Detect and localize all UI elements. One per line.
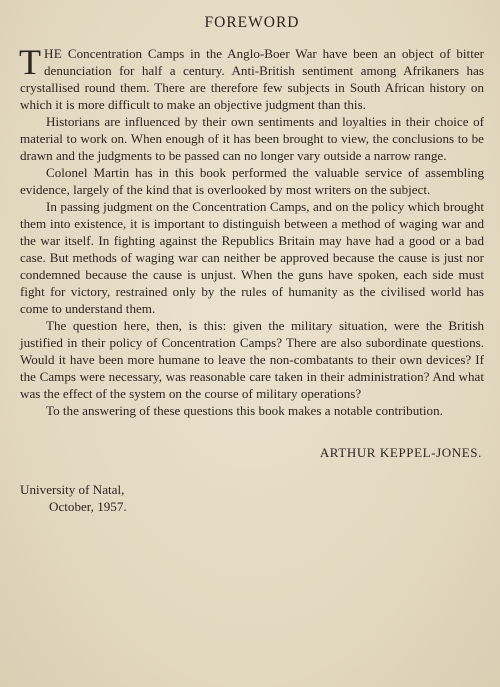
paragraph-2: Historians are influenced by their own sentiments and loyalties in their choice of material to work on. When enough of it has been brought to view, the conclusions to be drawn and the judgments to be passed can no longer vary outside a narrow range.	[20, 114, 484, 163]
paragraph-5: The question here, then, is this: given the military situation, were the British justified in their policy of Concentration Camps? There are also subordinate questions. Would it have been more humane to leave the non-combatants to their own devices? If the Camps were necessary, was reasonable care taken in their administration? And what was the effect of the system on the course of military operations?	[20, 318, 484, 401]
place-date	[20, 481, 484, 515]
paragraph-1-text: Concentration Camps in the Anglo-Boer War have been an object of bitter denunciation for half a century. Anti-British sentiment among Afrikaners has crystallised round them. There are therefore few subjects in South African history on which it is more difficult to make an objective judgment than this.	[20, 46, 484, 112]
date: October, 1957.	[49, 499, 127, 514]
author-signature: ARTHUR KEPPEL-JONES.	[319, 445, 482, 460]
institution: University of Natal,	[20, 482, 125, 497]
paragraph-4: In passing judgment on the Concentration Camps, and on the policy which brought them into existence, it is important to distinguish between a method of waging war and the war itself. In fighting against the Republics Britain may have had a good or a bad case. But methods of waging war can neither be approved because the cause is just nor condemned because the cause is unjust. When the guns have spoken, each side must fight for victory, restrained only by the rules of humanity as the civilised world has come to understand them.	[20, 199, 484, 316]
paragraph-1	[19, 42, 484, 113]
page-title: FOREWORD	[204, 14, 300, 31]
paragraph-3: Colonel Martin has in this book performed the valuable service of assembling evidence, largely of the kind that is overlooked by most writers on the subject.	[20, 165, 484, 197]
drop-cap: T	[19, 42, 41, 82]
lead-word: HE	[44, 46, 63, 61]
paragraph-6: To the answering of these questions this book makes a notable contribution.	[46, 403, 443, 418]
foreword-body	[19, 42, 484, 419]
